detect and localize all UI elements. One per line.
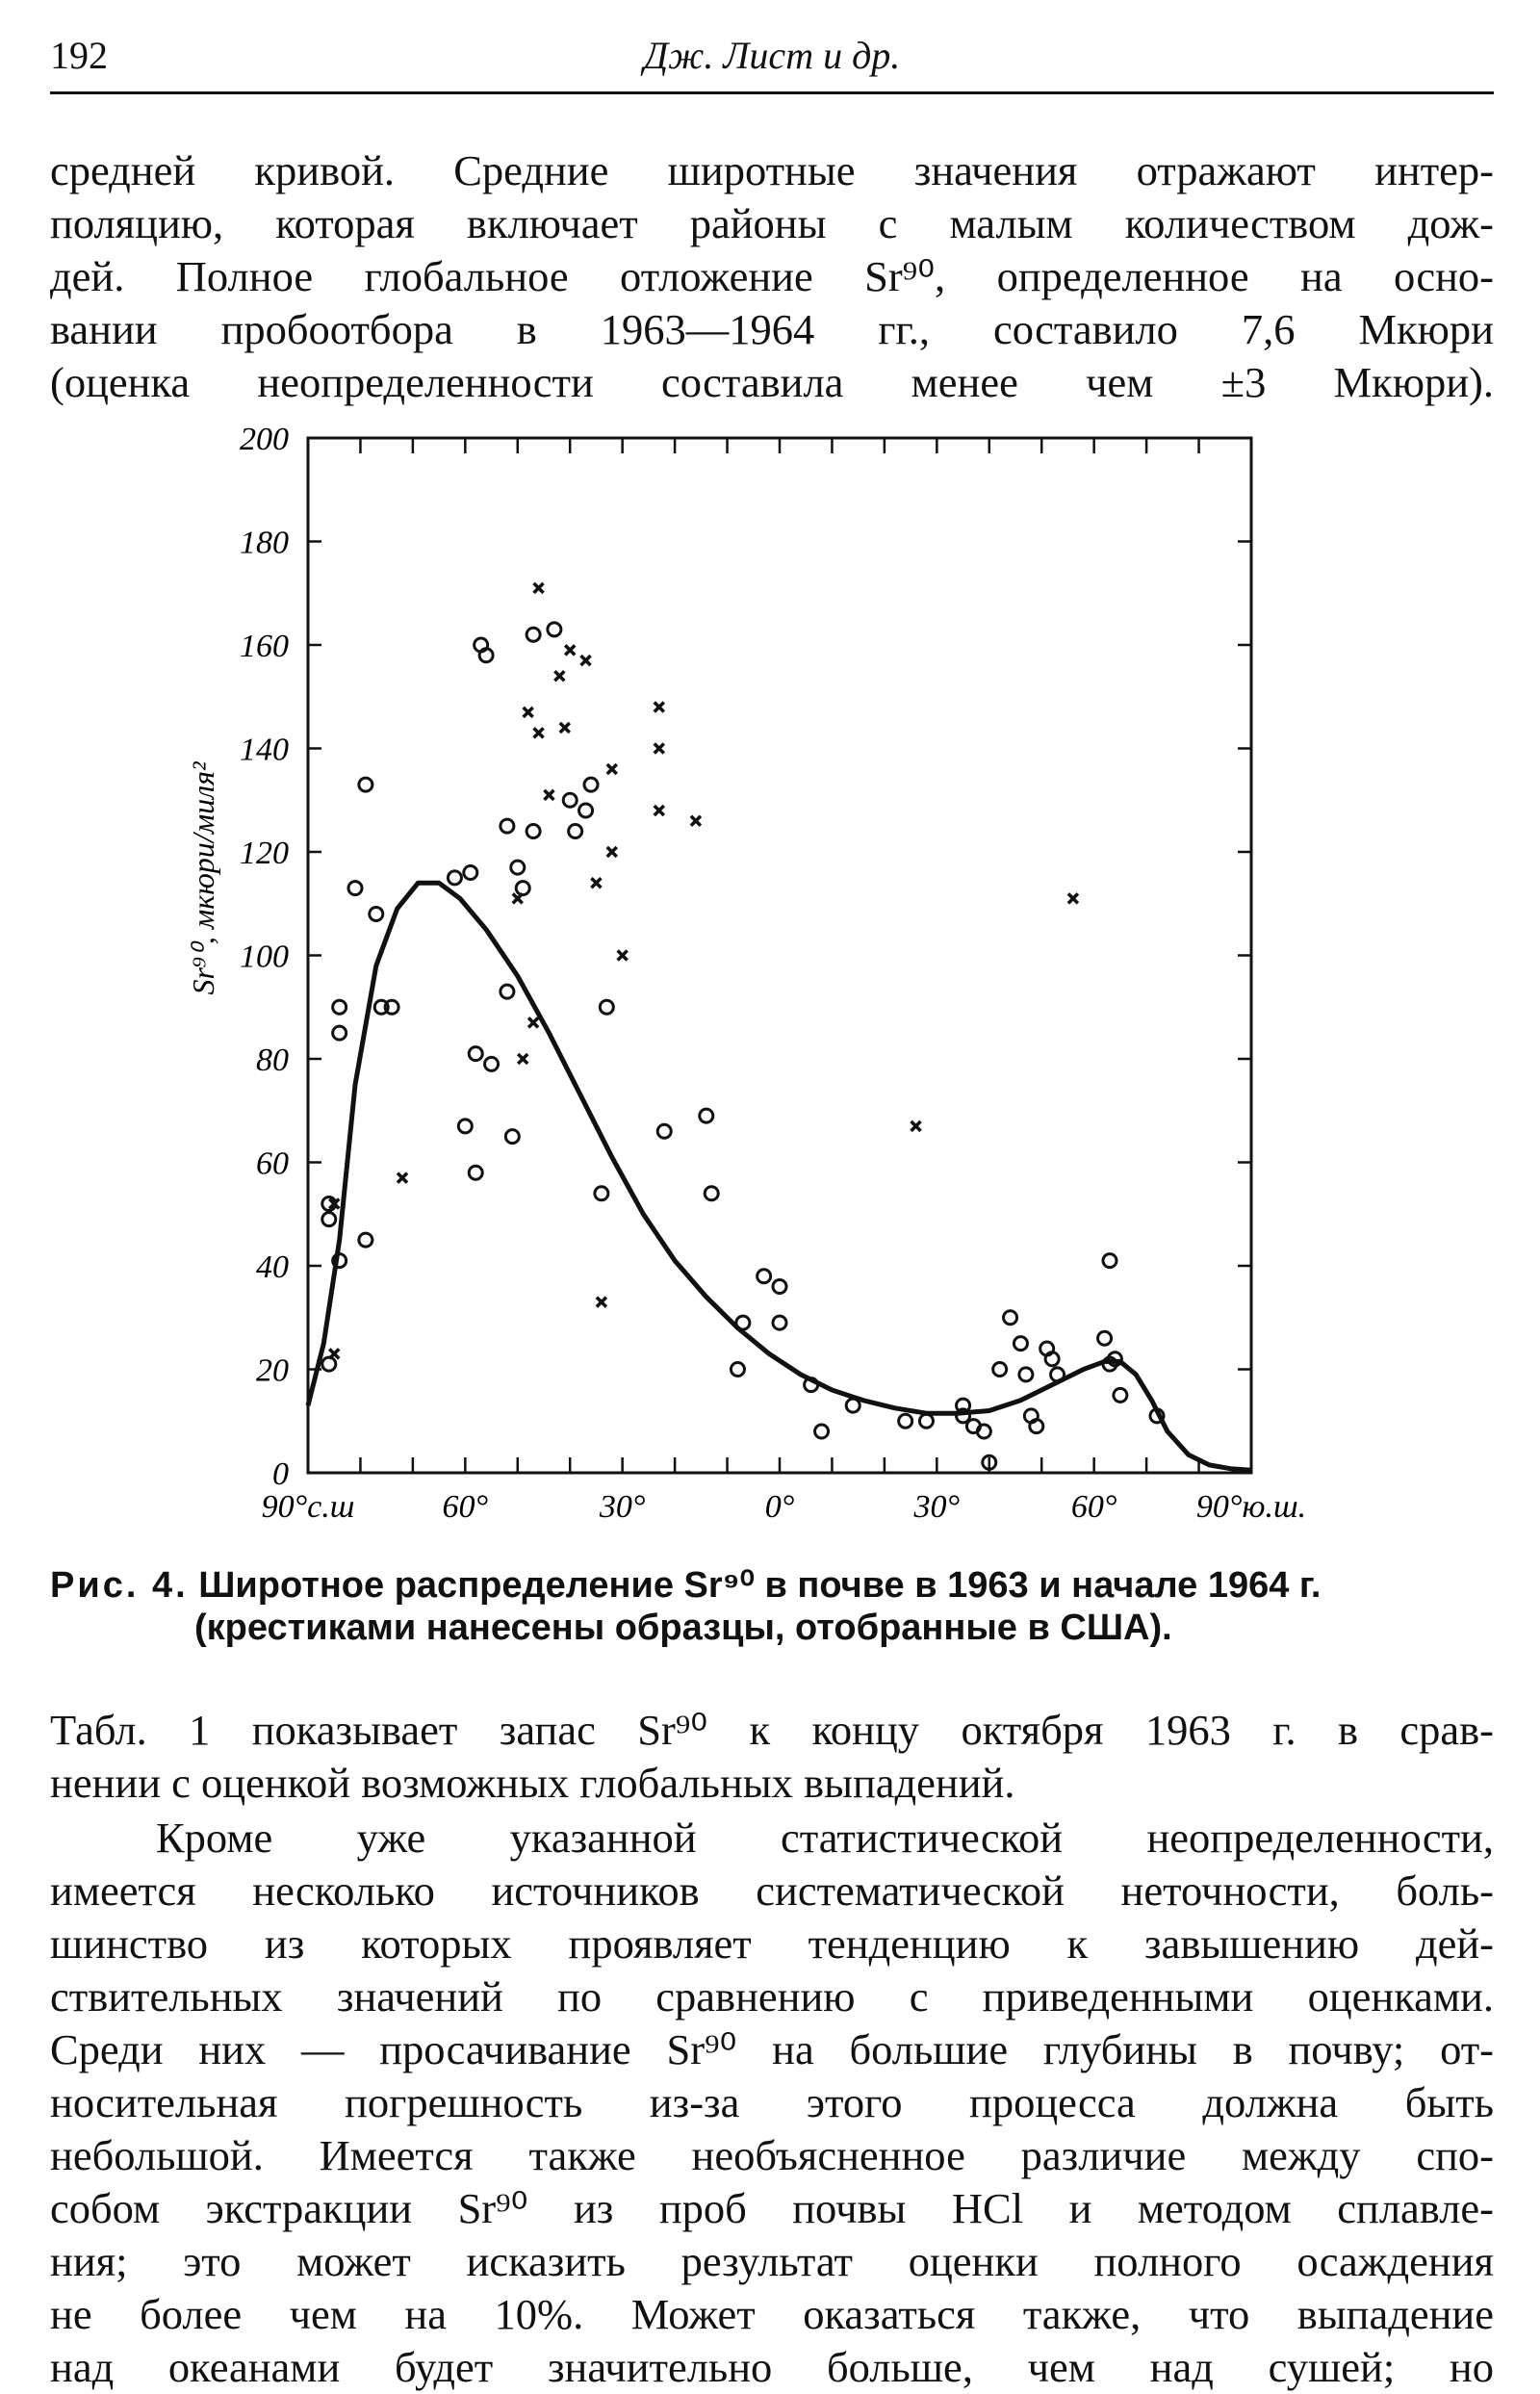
data-point-cross <box>607 847 617 857</box>
data-point-cross <box>565 645 575 655</box>
text-line: нении с оценкой возможных глобальных выпадений. <box>50 1759 1015 1807</box>
caption-label: Рис. 4. <box>50 1565 189 1606</box>
data-point-circle <box>1004 1311 1017 1325</box>
y-tick-label: 140 <box>240 732 289 768</box>
plot-frame <box>308 438 1251 1473</box>
y-tick-label: 200 <box>240 422 289 457</box>
text-line: носительная погрешность из-за этого процесса должна быть <box>50 2078 1494 2126</box>
data-point-cross <box>911 1121 921 1131</box>
y-tick-label: 40 <box>256 1249 289 1285</box>
data-point-cross <box>554 671 564 681</box>
data-point-circle <box>657 1124 671 1138</box>
data-point-circle <box>322 1357 336 1371</box>
data-point-cross <box>544 790 553 800</box>
data-point-circle <box>1098 1331 1112 1345</box>
data-point-circle <box>526 628 540 641</box>
data-point-cross <box>518 1054 527 1064</box>
data-point-circle <box>757 1270 771 1283</box>
data-point-circle <box>526 825 540 838</box>
data-point-circle <box>993 1363 1007 1377</box>
data-point-circle <box>563 793 577 807</box>
data-point-circle <box>1114 1388 1127 1402</box>
text-line: небольшой. Имеется также необъясненное различие между спо- <box>50 2131 1494 2179</box>
data-point-circle <box>500 985 514 998</box>
text-line: имеется несколько источников систематической неточности, боль- <box>50 1866 1494 1915</box>
data-point-circle <box>448 871 461 885</box>
x-tick-label: 30° <box>599 1489 646 1525</box>
data-point-circle <box>700 1109 713 1122</box>
data-point-circle <box>322 1213 336 1226</box>
data-point-circle <box>516 882 529 895</box>
text-line: ния; это может исказить результат оценки полного осаждения <box>50 2237 1494 2285</box>
text-line: вании пробоотбора в 1963—1964 гг., составило 7,6 Мкюри <box>50 305 1494 353</box>
x-tick-label: 90°ю.ш. <box>1195 1489 1307 1525</box>
data-point-circle <box>469 1166 482 1179</box>
text-line: Среди них — просачивание Sr⁹⁰ на большие глубины в почву; от- <box>50 2025 1494 2073</box>
running-title: Дж. Лист и др. <box>643 34 901 77</box>
caption-line-2: (крестиками нанесены образцы, отобранные в США). <box>194 1608 1172 1648</box>
text-line: не более чем на 10%. Может оказаться также, что выпадение <box>50 2290 1494 2338</box>
data-point-cross <box>528 1017 538 1027</box>
data-point-circle <box>500 819 514 833</box>
text-line: средней кривой. Средние широтные значения отражают интер- <box>50 146 1494 194</box>
y-tick-label: 80 <box>256 1043 289 1078</box>
bottom-paragraph-2 <box>50 1812 1494 2394</box>
data-point-cross <box>607 764 617 774</box>
x-tick-label: 90°с.ш <box>261 1489 355 1525</box>
text-line: собом экстракции Sr⁹⁰ из проб почвы HCl и методом сплавле- <box>50 2184 1494 2232</box>
latitude-distribution-chart <box>144 414 1396 1540</box>
text-line: ствительных значений по сравнению с приведенными оценками. <box>50 1972 1494 2021</box>
text-line: дей. Полное глобальное отложение Sr⁹⁰, определенное на осно- <box>50 252 1494 300</box>
y-tick-label: 20 <box>256 1352 289 1389</box>
data-point-circle <box>348 882 362 895</box>
y-tick-label: 160 <box>240 629 289 664</box>
data-point-cross <box>534 583 544 593</box>
data-point-cross <box>329 1349 339 1358</box>
data-point-circle <box>600 1000 613 1014</box>
text-line: (оценка неопределенности составила менее чем ±3 Мкюри). <box>50 358 1494 406</box>
data-point-cross <box>534 728 544 737</box>
data-point-circle <box>584 778 598 791</box>
data-point-circle <box>359 1233 372 1247</box>
text-line: Табл. 1 показывает запас Sr⁹⁰ к концу октября 1963 г. в срав- <box>50 1706 1494 1754</box>
y-tick-label: 180 <box>240 525 289 561</box>
data-point-cross <box>581 656 591 665</box>
y-tick-label: 100 <box>240 939 289 975</box>
x-tick-label: 60° <box>1070 1489 1117 1525</box>
mean-curve <box>308 883 1251 1470</box>
y-axis-label: Sr⁹⁰, мкюри/миля² <box>186 761 220 995</box>
data-point-circle <box>773 1280 786 1294</box>
data-point-circle <box>1051 1368 1065 1381</box>
data-point-circle <box>511 861 525 874</box>
figure-caption <box>50 1564 1494 1649</box>
data-point-cross <box>513 893 523 903</box>
x-tick-label: 0° <box>764 1489 795 1525</box>
data-point-circle <box>1014 1337 1027 1351</box>
y-tick-label: 60 <box>256 1146 289 1182</box>
data-point-cross <box>618 951 628 961</box>
data-point-circle <box>731 1363 744 1377</box>
data-point-circle <box>919 1414 933 1428</box>
data-point-circle <box>846 1399 860 1412</box>
bottom-paragraph-1 <box>50 1704 1494 1810</box>
data-point-circle <box>548 623 561 636</box>
caption-line-1: Широтное распределение Sr⁹⁰ в почве в 1963 и начале 1964 г. <box>198 1565 1322 1606</box>
data-point-circle <box>1019 1368 1033 1381</box>
data-point-circle <box>469 1047 482 1061</box>
data-point-circle <box>458 1120 472 1133</box>
text-line: Кроме уже указанной статистической неопределенности, <box>156 1814 1494 1862</box>
text-line: поляцию, которая включает районы с малым количеством дож- <box>50 199 1494 247</box>
data-point-circle <box>370 908 383 921</box>
data-point-cross <box>654 806 664 815</box>
text-line: шинство из которых проявляет тенденцию к завышению дей- <box>50 1919 1494 1968</box>
data-point-circle <box>333 1000 346 1014</box>
data-point-cross <box>591 878 601 888</box>
data-point-circle <box>569 825 582 838</box>
data-point-circle <box>1103 1254 1116 1268</box>
data-point-cross <box>691 816 701 826</box>
data-point-cross <box>560 723 570 733</box>
header-rule <box>50 91 1494 94</box>
x-tick-label: 30° <box>913 1489 961 1525</box>
data-point-circle <box>464 866 477 880</box>
data-point-cross <box>654 744 664 754</box>
data-point-circle <box>579 804 593 817</box>
data-point-cross <box>524 708 533 717</box>
y-tick-label: 0 <box>272 1456 289 1492</box>
page-number: 192 <box>50 34 108 77</box>
data-point-circle <box>485 1057 499 1070</box>
x-tick-label: 60° <box>442 1489 489 1525</box>
data-point-circle <box>705 1187 718 1200</box>
data-point-cross <box>1068 893 1078 903</box>
data-point-circle <box>815 1425 829 1438</box>
page-header <box>50 29 1494 90</box>
data-point-cross <box>597 1298 606 1307</box>
data-point-circle <box>359 778 372 791</box>
data-point-circle <box>333 1026 346 1040</box>
data-point-cross <box>398 1173 407 1183</box>
data-point-circle <box>773 1316 786 1329</box>
text-line: над океанами будет значительно больше, чем над сушей; но <box>50 2343 1494 2391</box>
data-point-circle <box>899 1414 912 1428</box>
data-point-circle <box>595 1187 608 1200</box>
data-point-circle <box>736 1316 750 1329</box>
top-paragraph <box>50 144 1494 409</box>
figure-4 <box>144 414 1396 1540</box>
data-point-circle <box>505 1130 519 1144</box>
data-point-cross <box>654 703 664 712</box>
y-tick-label: 120 <box>240 836 289 871</box>
